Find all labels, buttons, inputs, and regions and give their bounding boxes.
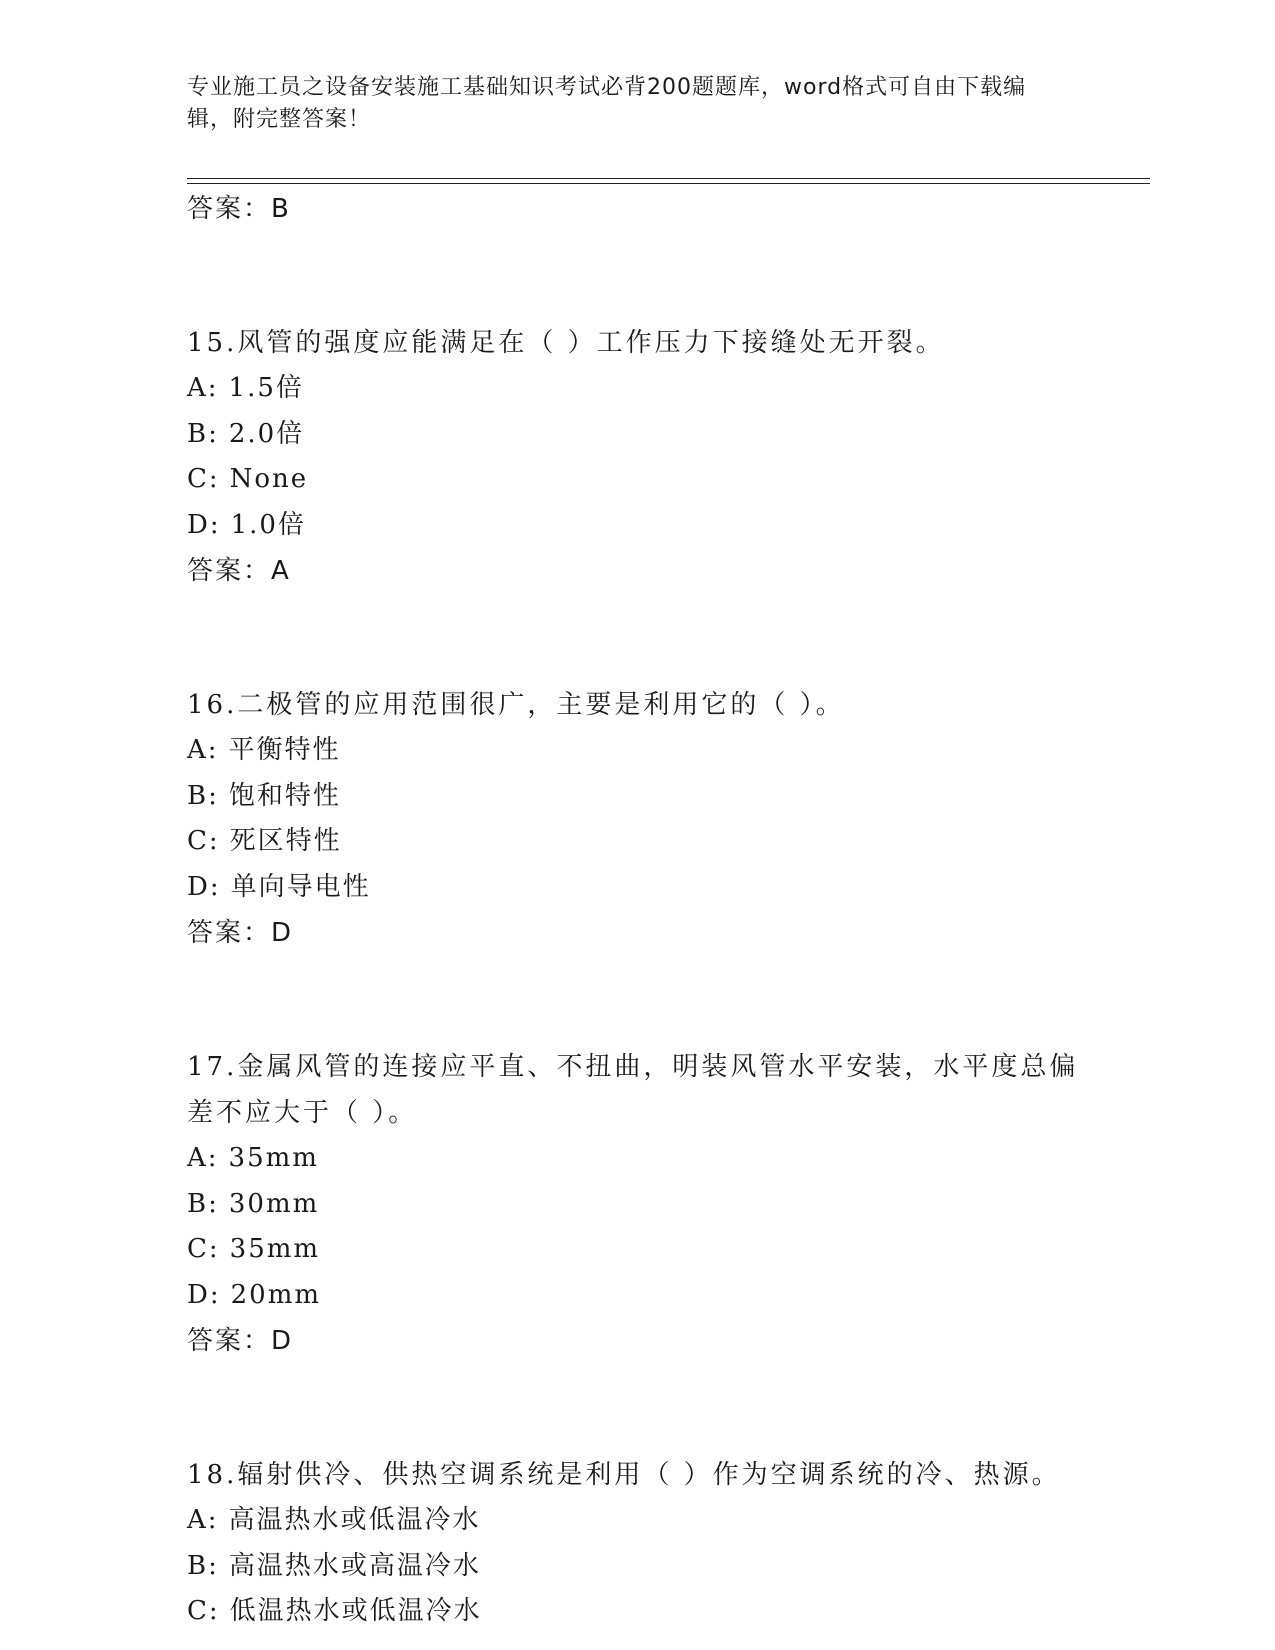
document-body bbox=[187, 186, 1087, 1635]
question-stem: 17.金属风管的连接应平直、不扭曲，明装风管水平安装，水平度总偏差不应大于（ ）。 bbox=[187, 1052, 1079, 1128]
option-letter: A: bbox=[187, 1505, 219, 1535]
option-text: 单向导电性 bbox=[230, 871, 371, 902]
option-letter: C: bbox=[187, 464, 220, 494]
spacer bbox=[187, 594, 1087, 682]
option-text: 35mm bbox=[229, 1234, 321, 1264]
option-text: 1.0倍 bbox=[230, 509, 306, 540]
option-d bbox=[187, 1273, 1087, 1319]
spacer bbox=[187, 232, 1087, 320]
option-letter: A: bbox=[187, 373, 219, 403]
option-c bbox=[187, 1227, 1087, 1273]
option-a bbox=[187, 1498, 1087, 1544]
option-letter: D: bbox=[187, 509, 221, 540]
answer-line: 答案：D bbox=[187, 918, 294, 948]
question-stem: 15.风管的强度应能满足在（ ）工作压力下接缝处无开裂。 bbox=[187, 328, 945, 358]
option-text: 2.0倍 bbox=[228, 418, 305, 449]
option-text: 低温热水或低温冷水 bbox=[229, 1596, 482, 1626]
option-text: 30mm bbox=[228, 1188, 320, 1219]
answer-line: 答案：A bbox=[187, 556, 291, 586]
option-text: 平衡特性 bbox=[228, 735, 341, 765]
option-b bbox=[187, 774, 1087, 820]
option-text: 1.5倍 bbox=[228, 373, 304, 403]
option-letter: B: bbox=[187, 780, 219, 811]
option-letter: C: bbox=[187, 1234, 220, 1264]
option-letter: A: bbox=[187, 735, 219, 765]
answer-line: 答案：D bbox=[187, 1326, 294, 1356]
question-block bbox=[187, 1044, 1087, 1364]
option-text: None bbox=[229, 464, 309, 494]
document-header: 专业施工员之设备安装施工基础知识考试必背200题题库，word格式可自由下载编辑，附完整答案！ bbox=[187, 75, 1027, 132]
option-letter: B: bbox=[187, 418, 219, 449]
option-letter: D: bbox=[187, 1279, 221, 1310]
option-letter: B: bbox=[187, 1550, 219, 1581]
option-letter: A: bbox=[187, 1143, 219, 1173]
question-block bbox=[187, 1452, 1087, 1635]
answer-line: 答案：B bbox=[187, 194, 291, 224]
spacer bbox=[187, 956, 1087, 1044]
option-a bbox=[187, 728, 1087, 774]
option-c bbox=[187, 1589, 1087, 1635]
option-letter: B: bbox=[187, 1188, 219, 1219]
option-text: 20mm bbox=[230, 1279, 322, 1310]
spacer bbox=[187, 1364, 1087, 1452]
question-stem: 16.二极管的应用范围很广，主要是利用它的（ ）。 bbox=[187, 690, 845, 720]
option-text: 高温热水或低温冷水 bbox=[228, 1505, 481, 1535]
option-letter: D: bbox=[187, 871, 221, 902]
option-text: 高温热水或高温冷水 bbox=[228, 1550, 481, 1581]
option-text: 死区特性 bbox=[229, 826, 342, 856]
question-block bbox=[187, 320, 1087, 594]
option-letter: C: bbox=[187, 1596, 220, 1626]
header-divider-bottom bbox=[187, 183, 1150, 184]
option-b bbox=[187, 1544, 1087, 1590]
option-text: 35mm bbox=[228, 1143, 319, 1173]
question-block bbox=[187, 682, 1087, 956]
option-c bbox=[187, 457, 1087, 503]
option-b bbox=[187, 1182, 1087, 1228]
option-b bbox=[187, 412, 1087, 458]
option-letter: C: bbox=[187, 826, 220, 856]
question-stem: 18.辐射供冷、供热空调系统是利用（ ）作为空调系统的冷、热源。 bbox=[187, 1460, 1061, 1490]
option-a bbox=[187, 366, 1087, 412]
option-c bbox=[187, 819, 1087, 865]
option-d bbox=[187, 503, 1087, 549]
header-divider-top bbox=[187, 178, 1150, 179]
option-a bbox=[187, 1136, 1087, 1182]
option-d bbox=[187, 865, 1087, 911]
option-text: 饱和特性 bbox=[228, 780, 341, 811]
